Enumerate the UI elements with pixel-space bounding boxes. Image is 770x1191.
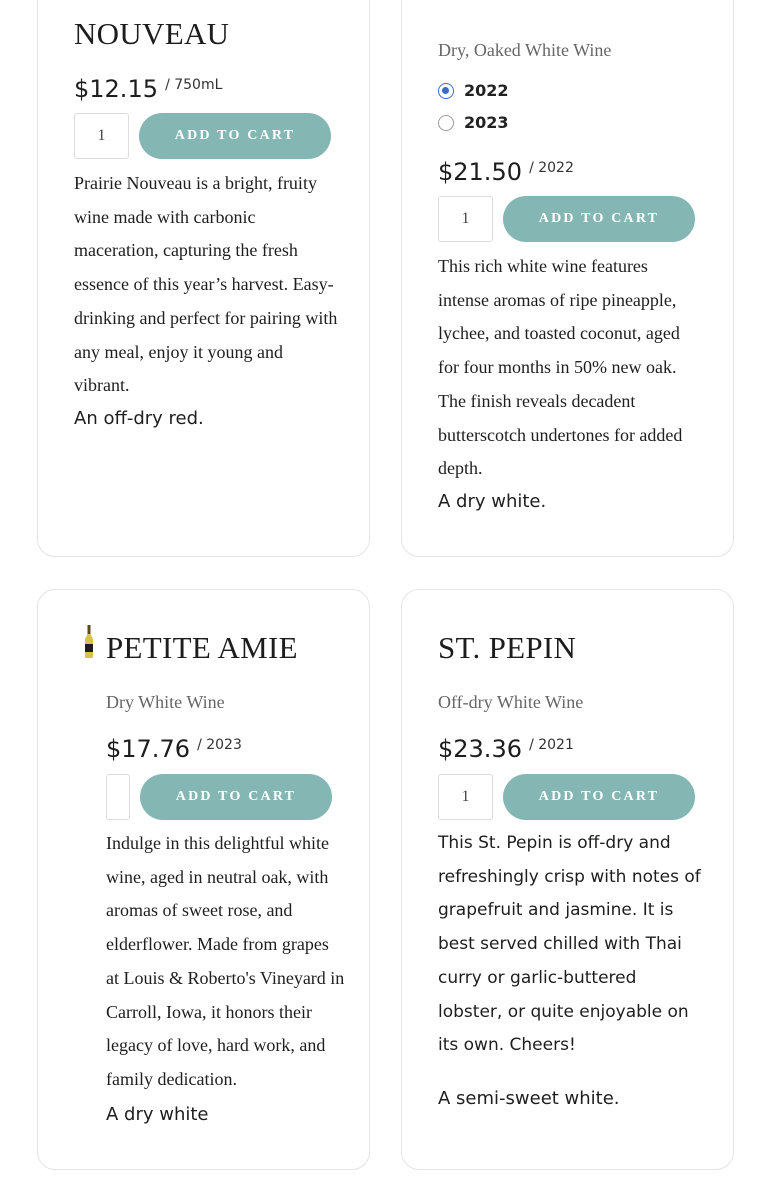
price-row: [106, 735, 242, 763]
price-row: [74, 75, 222, 103]
price-row: [438, 158, 574, 186]
price: $17.76: [106, 735, 190, 763]
product-subtitle: Off-dry White Wine: [438, 692, 584, 712]
product-description: Prairie Nouveau is a bright, fruity wine made with carbonic maceration, capturing the fresh essence of this year’s harvest. Easy-drinking and perfect for pairing with any meal, enjoy it young and vibrant.: [74, 173, 338, 396]
product-title: NOUVEAU: [74, 16, 230, 51]
price-unit: / 750mL: [165, 77, 223, 93]
price-unit: / 2023: [197, 737, 242, 753]
product-description: This St. Pepin is off-dry and refreshingly crisp with notes of grapefruit and jasmine. It is best served chilled with Thai curry or garlic-buttered lobster, or quite enjoyable on its own. Cheers!: [438, 833, 701, 1056]
add-to-cart-button[interactable]: ADD TO CART: [503, 774, 695, 820]
radio-button[interactable]: [438, 115, 454, 131]
product-summary: A dry white: [106, 1104, 209, 1125]
price: $23.36: [438, 735, 522, 763]
price-row: [438, 735, 574, 763]
price: $12.15: [74, 75, 158, 103]
radio-button[interactable]: [438, 83, 454, 99]
add-to-cart-button[interactable]: ADD TO CART: [139, 113, 331, 159]
product-card-petite-amie: [37, 589, 370, 1170]
product-card-st-pepin: [401, 589, 734, 1170]
quantity-input[interactable]: [106, 774, 130, 820]
radio-label: 2022: [464, 81, 509, 100]
quantity-input[interactable]: [438, 196, 493, 242]
product-card-amica-reserve: [401, 0, 734, 557]
radio-label: 2023: [464, 113, 509, 132]
add-to-cart-button[interactable]: ADD TO CART: [140, 774, 332, 820]
product-title: PETITE AMIE: [106, 630, 298, 665]
product-card-prairie-nouveau: [37, 0, 370, 557]
product-subtitle: Dry White Wine: [106, 692, 225, 712]
add-to-cart-button[interactable]: ADD TO CART: [503, 196, 695, 242]
price-unit: / 2021: [529, 737, 574, 753]
price-unit: / 2022: [529, 160, 574, 176]
product-description: This rich white wine features intense aromas of ripe pineapple, lychee, and toasted coconut, aged for four months in 50% new oak. The finish reveals decadent butterscotch undertones for added depth.: [438, 256, 683, 479]
product-summary: An off-dry red.: [74, 408, 204, 429]
vintage-option-2022[interactable]: [438, 81, 509, 100]
quantity-input[interactable]: [438, 774, 493, 820]
vintage-option-2023[interactable]: [438, 113, 509, 132]
price: $21.50: [438, 158, 522, 186]
quantity-input[interactable]: [74, 113, 129, 159]
wine-bottle-icon: [84, 625, 94, 659]
product-subtitle: Dry, Oaked White Wine: [438, 40, 612, 60]
product-title: ST. PEPIN: [438, 630, 577, 665]
product-summary: A semi-sweet white.: [438, 1088, 620, 1109]
product-description: Indulge in this delightful white wine, aged in neutral oak, with aromas of sweet rose, and elderflower. Made from grapes at Louis & Roberto's Vineyard in Carroll, Iowa, it honors their legacy of love, hard work, and family dedication.: [106, 833, 345, 1089]
product-summary: A dry white.: [438, 491, 547, 512]
